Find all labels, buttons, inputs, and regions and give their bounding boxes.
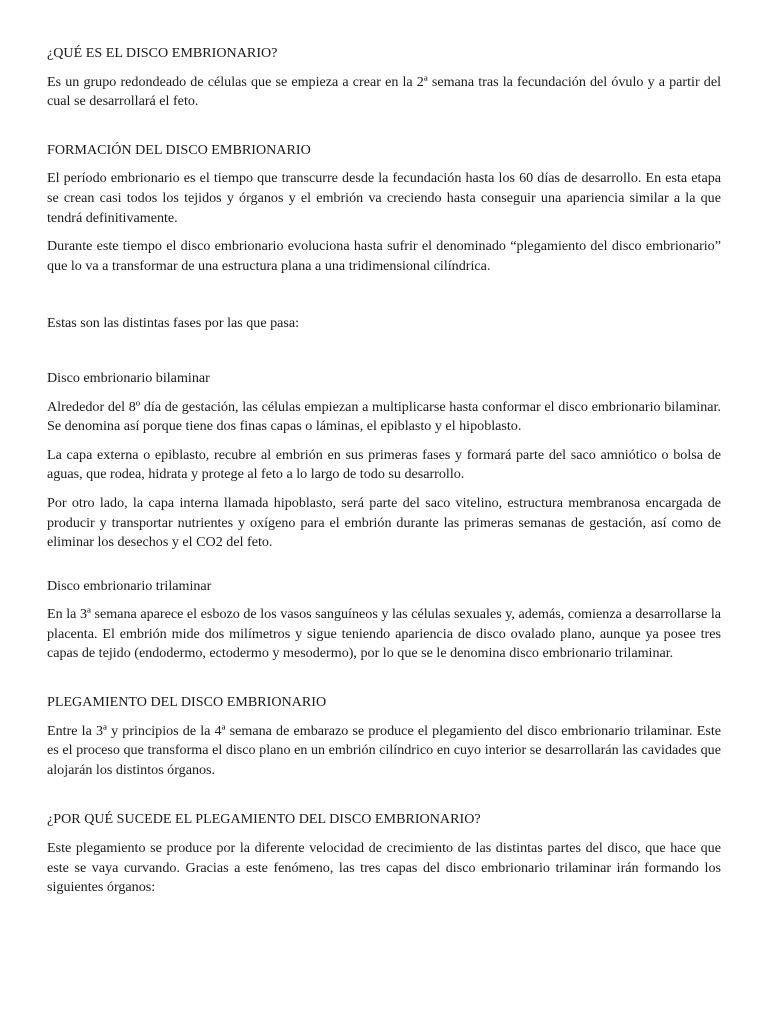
section-heading: PLEGAMIENTO DEL DISCO EMBRIONARIO	[47, 694, 327, 711]
section-heading: FORMACIÓN DEL DISCO EMBRIONARIO	[47, 141, 311, 158]
paragraph: Entre la 3ª y principios de la 4ª semana de embarazo se produce el plegamiento del disco embrionario trilaminar. Este es el proceso que transforma el disco plano en un embrión cilíndrico en cuyo interior se desarrollarán las cavidades que alojarán los distintos órganos.	[47, 722, 721, 778]
paragraph: El período embrionario es el tiempo que transcurre desde la fecundación hasta los 60 días de desarrollo. En esta etapa se crean casi todos los tejidos y órganos y el embrión va creciendo hasta conseguir una apariencia similar a la que tendrá definitivamente.	[47, 170, 721, 226]
subsection-heading: Disco embrionario bilaminar	[47, 369, 210, 386]
subsection-heading: Disco embrionario trilaminar	[47, 577, 212, 594]
paragraph: Alrededor del 8º día de gestación, las células empiezan a multiplicarse hasta conformar el disco embrionario bilaminar. Se denomina así porque tiene dos finas capas o láminas, el epiblasto y el hipoblasto.	[47, 398, 721, 435]
paragraph: La capa externa o epiblasto, recubre al embrión en sus primeras fases y formará parte del saco amniótico o bolsa de aguas, que rodea, hidrata y protege al feto a lo largo de todo su desarrollo.	[47, 446, 721, 483]
paragraph: Por otro lado, la capa interna llamada hipoblasto, será parte del saco vitelino, estructura membranosa encargada de producir y transportar nutrientes y oxígeno para el embrión durante las primeras semanas de gestación, así como de eliminar los desechos y el CO2 del feto.	[47, 494, 721, 551]
paragraph: Este plegamiento se produce por la diferente velocidad de crecimiento de las distintas partes del disco, que hace que este se vaya curvando. Gracias a este fenómeno, las tres capas del disco embrionario trilaminar irán formando los siguientes órganos:	[47, 840, 721, 896]
section-heading: ¿QUÉ ES EL DISCO EMBRIONARIO?	[47, 45, 278, 61]
paragraph: Es un grupo redondeado de células que se empieza a crear en la 2ª semana tras la fecundación del óvulo y a partir del cual se desarrollará el feto.	[47, 73, 721, 110]
document-page	[47, 0, 721, 898]
paragraph: Estas son las distintas fases por las que pasa:	[47, 315, 300, 332]
paragraph: En la 3ª semana aparece el esbozo de los vasos sanguíneos y las células sexuales y, además, comienza a desarrollarse la placenta. El embrión mide dos milímetros y sigue teniendo apariencia de disco ovalado plano, aunque ya posee tres capas de tejido (endodermo, ectodermo y mesodermo), por lo que se le denomina disco embrionario trilaminar.	[47, 606, 721, 662]
paragraph: Durante este tiempo el disco embrionario evoluciona hasta sufrir el denominado “plegamiento del disco embrionario” que lo va a transformar de una estructura plana a una tridimensional cilíndrica.	[47, 238, 721, 274]
section-heading: ¿POR QUÉ SUCEDE EL PLEGAMIENTO DEL DISCO EMBRIONARIO?	[47, 811, 481, 828]
